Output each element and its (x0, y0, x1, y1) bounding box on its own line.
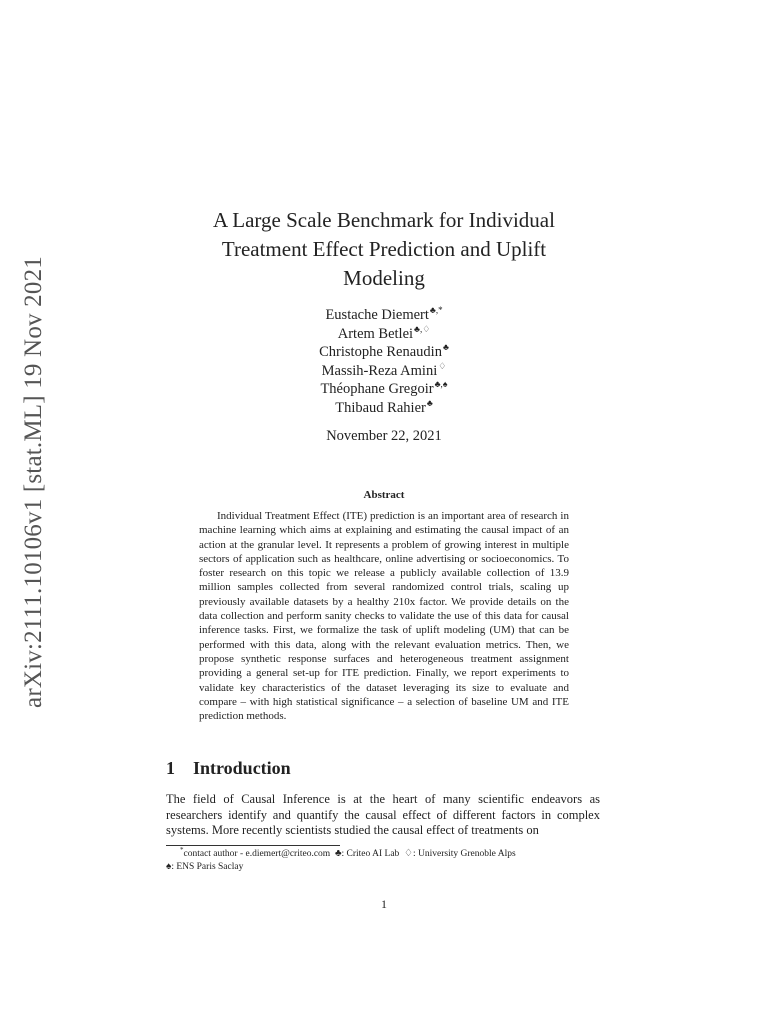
author-list (200, 306, 568, 417)
section-number: 1 (166, 758, 175, 778)
introduction-paragraph: The field of Causal Inference is at the heart of many scientific endeavors as researchers identify and quantify the causal effect of different factors in complex systems. More recently scientists studied the causal effect of treatments on (166, 792, 600, 837)
footnote-line-1 (166, 845, 606, 861)
author-affiliation-marks: ♣,♢ (414, 323, 431, 334)
abstract-heading: Abstract (363, 489, 405, 501)
page-number: 1 (381, 897, 387, 911)
author-affiliation-marks: ♣ (426, 397, 433, 408)
footnote-star-mark: * (180, 845, 184, 854)
title-line-1: A Large Scale Benchmark for Individual (213, 208, 555, 232)
title-line-2: Treatment Effect Prediction and Uplift (221, 237, 547, 261)
author: Théophane Gregoir♣,♠ (320, 379, 448, 397)
club-symbol-icon: ♣ (334, 848, 342, 859)
title-line-3: Modeling (343, 266, 425, 290)
footnote-divider (166, 845, 340, 846)
abstract-text: Individual Treatment Effect (ITE) prediction is an important area of research in machine learning which aims at explaining and estimating the causal impact of an action at the granular level. It represents a problem of growing interest in multiple sectors of application such as healthcare, online advertising or socioeconomics. To foster research on this topic we release a publicly available collection of 13.9 million samples collected from several randomized control trials, scaling up previously available datasets by a healthy 210x factor. We provide details on the data collection and perform sanity checks to validate the use of this data for causal inference tasks. First, we formalize the task of uplift modeling (UM) that can be performed with this data, along with the relevant evaluation metrics. Then, we propose synthetic response surfaces and heterogeneous treatment assignment providing a general set-up for ITE prediction. Finally, we report experiments to validate key characteristics of the dataset leveraging its size to evaluate and compare – with high statistical significance – a selection of baseline UM and ITE prediction methods. (199, 510, 569, 723)
section-title: Introduction (193, 758, 291, 778)
footnote-line-2 (166, 861, 606, 874)
author-affiliation-marks: ♣,* (429, 305, 443, 316)
author: Eustache Diemert♣,* (325, 305, 443, 323)
diamond-symbol-icon: ♢ (404, 848, 414, 859)
arxiv-stamp (4, 256, 64, 708)
author-affiliation-marks: ♢ (438, 360, 447, 371)
author: Artem Betlei♣,♢ (337, 323, 431, 342)
section-heading (166, 758, 291, 779)
author: Thibaud Rahier♣ (335, 397, 433, 416)
footnote-contact: contact author - e.diemert@criteo.com (183, 849, 331, 859)
paper-title (150, 206, 618, 293)
author: Massih-Reza Amini♢ (321, 360, 447, 379)
author-affiliation-marks: ♣,♠ (434, 379, 448, 390)
author: Christophe Renaudin♣ (319, 342, 449, 360)
footnotes (166, 845, 606, 873)
arxiv-identifier: arXiv:2111.10106v1 [stat.ML] 19 Nov 2021 (20, 256, 47, 708)
footnote-club-text: : Criteo AI Lab (341, 849, 400, 859)
spade-symbol-icon: ♠ (166, 860, 172, 872)
publication-date: November 22, 2021 (326, 428, 442, 444)
author-affiliation-marks: ♣ (442, 342, 449, 353)
footnote-diamond-text: : University Grenoble Alps (413, 849, 516, 859)
footnote-spade-text: : ENS Paris Saclay (171, 861, 244, 872)
